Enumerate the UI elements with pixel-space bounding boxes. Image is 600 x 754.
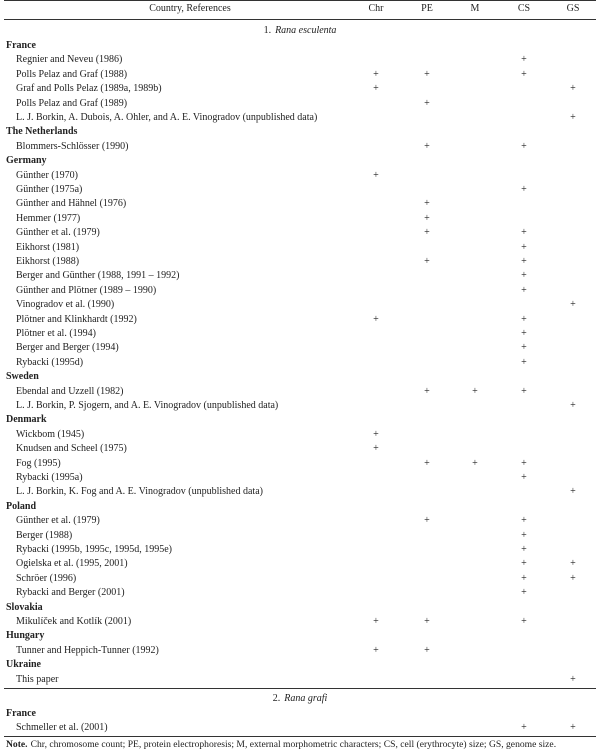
note-text: Chr, chromosome count; PE, protein electrophoresis; M, external morphometric characters; CS, cell (erythrocyte) size; GS, genome size.	[30, 739, 557, 750]
table-row	[0, 485, 600, 499]
reference-cell: Plötner and Klinkhardt (1992)	[16, 313, 137, 325]
mark-cs: +	[521, 457, 527, 469]
mark-chr: +	[373, 68, 379, 80]
mark-m: +	[472, 457, 478, 469]
table-row	[0, 226, 600, 240]
table-row	[0, 97, 600, 111]
table-row	[0, 543, 600, 557]
mark-chr: +	[373, 169, 379, 181]
mark-gs: +	[570, 673, 576, 685]
table-row	[0, 284, 600, 298]
table-row	[0, 68, 600, 82]
table-row	[0, 298, 600, 312]
mark-pe: +	[424, 256, 430, 267]
reference-cell: Schröer (1996)	[16, 572, 77, 584]
mark-pe: +	[424, 68, 430, 80]
table-row	[0, 212, 600, 226]
mark-gs: +	[570, 558, 576, 570]
mark-m: +	[472, 385, 478, 397]
country-name: Germany	[6, 155, 47, 167]
country-name: Denmark	[6, 414, 47, 426]
mark-cs: +	[521, 342, 527, 354]
mark-gs: +	[570, 83, 576, 95]
header-rule	[4, 19, 596, 20]
mark-cs: +	[521, 616, 527, 627]
table-row	[0, 385, 600, 399]
mark-pe: +	[424, 198, 430, 210]
section-heading	[0, 23, 600, 39]
reference-cell: Eikhorst (1981)	[16, 241, 80, 253]
mark-chr: +	[373, 313, 379, 325]
country-row	[0, 413, 600, 427]
mark-cs: +	[521, 587, 527, 599]
mark-pe: +	[424, 97, 430, 109]
mark-cs: +	[521, 241, 527, 253]
country-name: Ukraine	[6, 659, 41, 671]
country-name: Poland	[6, 500, 37, 512]
mark-cs: +	[521, 270, 527, 282]
mark-cs: +	[521, 385, 527, 397]
section-species: Rana grafi	[284, 693, 328, 704]
mark-cs: +	[521, 722, 527, 734]
table-row	[0, 82, 600, 96]
mark-cs: +	[521, 529, 527, 541]
bottom-rule	[4, 736, 596, 737]
mark-cs: +	[521, 328, 527, 339]
mark-cs: +	[521, 184, 527, 195]
table-row	[0, 572, 600, 586]
mark-chr: +	[373, 644, 379, 656]
reference-cell: Knudsen and Scheel (1975)	[16, 443, 127, 455]
table-row	[0, 356, 600, 370]
header-pe: PE	[421, 3, 433, 14]
table-row	[0, 442, 600, 456]
reference-cell: Berger (1988)	[16, 529, 73, 541]
table-row	[0, 140, 600, 154]
mark-chr: +	[373, 616, 379, 627]
reference-cell: L. J. Borkin, K. Fog and A. E. Vinogradov (unpublished data)	[16, 486, 263, 498]
reference-cell: Fog (1995)	[16, 457, 61, 469]
country-name: France	[6, 40, 36, 51]
mark-cs: +	[521, 544, 527, 555]
section-rule	[4, 688, 596, 689]
mark-cs: +	[521, 68, 527, 80]
country-row	[0, 629, 600, 643]
mark-gs: +	[570, 572, 576, 584]
mark-pe: +	[424, 227, 430, 239]
header-gs: GS	[566, 3, 580, 14]
reference-cell: Rybacki (1995b, 1995c, 1995d, 1995e)	[16, 544, 172, 555]
mark-pe: +	[424, 385, 430, 397]
header-country-references: Country, References	[149, 3, 231, 14]
reference-cell: Günther et al. (1979)	[16, 227, 100, 239]
mark-pe: +	[424, 212, 430, 224]
table-row	[0, 586, 600, 600]
table-row	[0, 341, 600, 355]
country-name: Hungary	[6, 630, 45, 642]
table-row	[0, 255, 600, 269]
table-row	[0, 241, 600, 255]
mark-cs: +	[521, 284, 527, 296]
country-row	[0, 601, 600, 615]
section-heading	[0, 691, 600, 707]
mark-cs: +	[521, 140, 527, 152]
mark-cs: +	[521, 558, 527, 570]
reference-cell: Günther and Hähnel (1976)	[16, 198, 127, 210]
mark-gs: +	[570, 299, 576, 311]
table-row	[0, 615, 600, 629]
country-row	[0, 125, 600, 139]
header-chr: Chr	[368, 3, 384, 14]
section-species: Rana esculenta	[275, 25, 337, 36]
table-row	[0, 53, 600, 67]
reference-cell: Günther and Plötner (1989 – 1990)	[16, 284, 157, 296]
reference-cell: Tunner and Heppich-Tunner (1992)	[16, 644, 159, 656]
reference-cell: Rybacki and Berger (2001)	[16, 587, 125, 599]
country-row	[0, 39, 600, 53]
table-row	[0, 673, 600, 687]
mark-gs: +	[570, 112, 576, 123]
mark-pe: +	[424, 616, 430, 627]
mark-gs: +	[570, 722, 576, 734]
table-row	[0, 197, 600, 211]
section-number: 2.	[272, 693, 281, 704]
reference-cell: Vinogradov et al. (1990)	[16, 299, 115, 311]
table-row	[0, 327, 600, 341]
mark-chr: +	[373, 83, 379, 95]
table-row	[0, 557, 600, 571]
table-row	[0, 111, 600, 125]
mark-cs: +	[521, 256, 527, 267]
table-row	[0, 269, 600, 283]
mark-pe: +	[424, 515, 430, 527]
reference-cell: Berger and Günther (1988, 1991 – 1992)	[16, 270, 180, 282]
table-row	[0, 721, 600, 735]
mark-cs: +	[521, 313, 527, 325]
mark-cs: +	[521, 227, 527, 239]
mark-cs: +	[521, 54, 527, 66]
mark-pe: +	[424, 644, 430, 656]
country-row	[0, 370, 600, 384]
mark-cs: +	[521, 572, 527, 584]
table-row	[0, 313, 600, 327]
header-cs: CS	[517, 3, 531, 14]
reference-cell: Hemmer (1977)	[16, 212, 81, 224]
mark-gs: +	[570, 400, 576, 411]
mark-pe: +	[424, 457, 430, 469]
table-row	[0, 399, 600, 413]
country-name: Sweden	[6, 371, 39, 383]
table-row	[0, 183, 600, 197]
mark-pe: +	[424, 140, 430, 152]
reference-cell: Ebendal and Uzzell (1982)	[16, 385, 124, 397]
table-row	[0, 644, 600, 658]
reference-cell: Plötner et al. (1994)	[16, 328, 96, 339]
table-row	[0, 471, 600, 485]
header-m: M	[470, 3, 480, 14]
table-note	[6, 739, 556, 750]
reference-cell: Mikulíček and Kotlík (2001)	[16, 616, 132, 627]
mark-cs: +	[521, 356, 527, 368]
reference-cell: Rybacki (1995d)	[16, 356, 84, 368]
table-row	[0, 169, 600, 183]
mark-chr: +	[373, 428, 379, 440]
reference-cell: This paper	[16, 673, 59, 685]
reference-cell: Regnier and Neveu (1986)	[16, 54, 123, 66]
mark-gs: +	[570, 486, 576, 498]
reference-cell: Günther (1970)	[16, 169, 78, 181]
reference-cell: Blommers-Schlösser (1990)	[16, 140, 129, 152]
reference-cell: Polls Pelaz and Graf (1989)	[16, 97, 128, 109]
note-label: Note.	[6, 739, 28, 750]
mark-chr: +	[373, 443, 379, 455]
mark-cs: +	[521, 472, 527, 483]
table-row	[0, 514, 600, 528]
reference-cell: Graf and Polls Pelaz (1989a, 1989b)	[16, 83, 162, 95]
reference-cell: Berger and Berger (1994)	[16, 342, 119, 354]
reference-cell: Ogielska et al. (1995, 2001)	[16, 558, 128, 570]
reference-cell: Rybacki (1995a)	[16, 472, 83, 483]
section-number: 1.	[263, 25, 272, 36]
table-row	[0, 457, 600, 471]
table-row	[0, 428, 600, 442]
country-name: France	[6, 708, 36, 719]
country-name: The Netherlands	[6, 126, 78, 138]
reference-cell: Polls Pelaz and Graf (1988)	[16, 68, 128, 80]
table-row	[0, 529, 600, 543]
country-name: Slovakia	[6, 601, 43, 613]
country-row	[0, 500, 600, 514]
country-row	[0, 658, 600, 672]
country-row	[0, 707, 600, 721]
mark-cs: +	[521, 515, 527, 527]
country-row	[0, 154, 600, 168]
reference-cell: Schmeller et al. (2001)	[16, 722, 108, 734]
reference-cell: Eikhorst (1988)	[16, 256, 80, 267]
reference-cell: L. J. Borkin, P. Sjogern, and A. E. Vinogradov (unpublished data)	[16, 400, 279, 411]
reference-cell: Günther (1975a)	[16, 184, 83, 195]
reference-cell: Günther et al. (1979)	[16, 515, 100, 527]
reference-cell: L. J. Borkin, A. Dubois, A. Ohler, and A. E. Vinogradov (unpublished data)	[16, 112, 318, 123]
reference-cell: Wickbom (1945)	[16, 428, 85, 440]
